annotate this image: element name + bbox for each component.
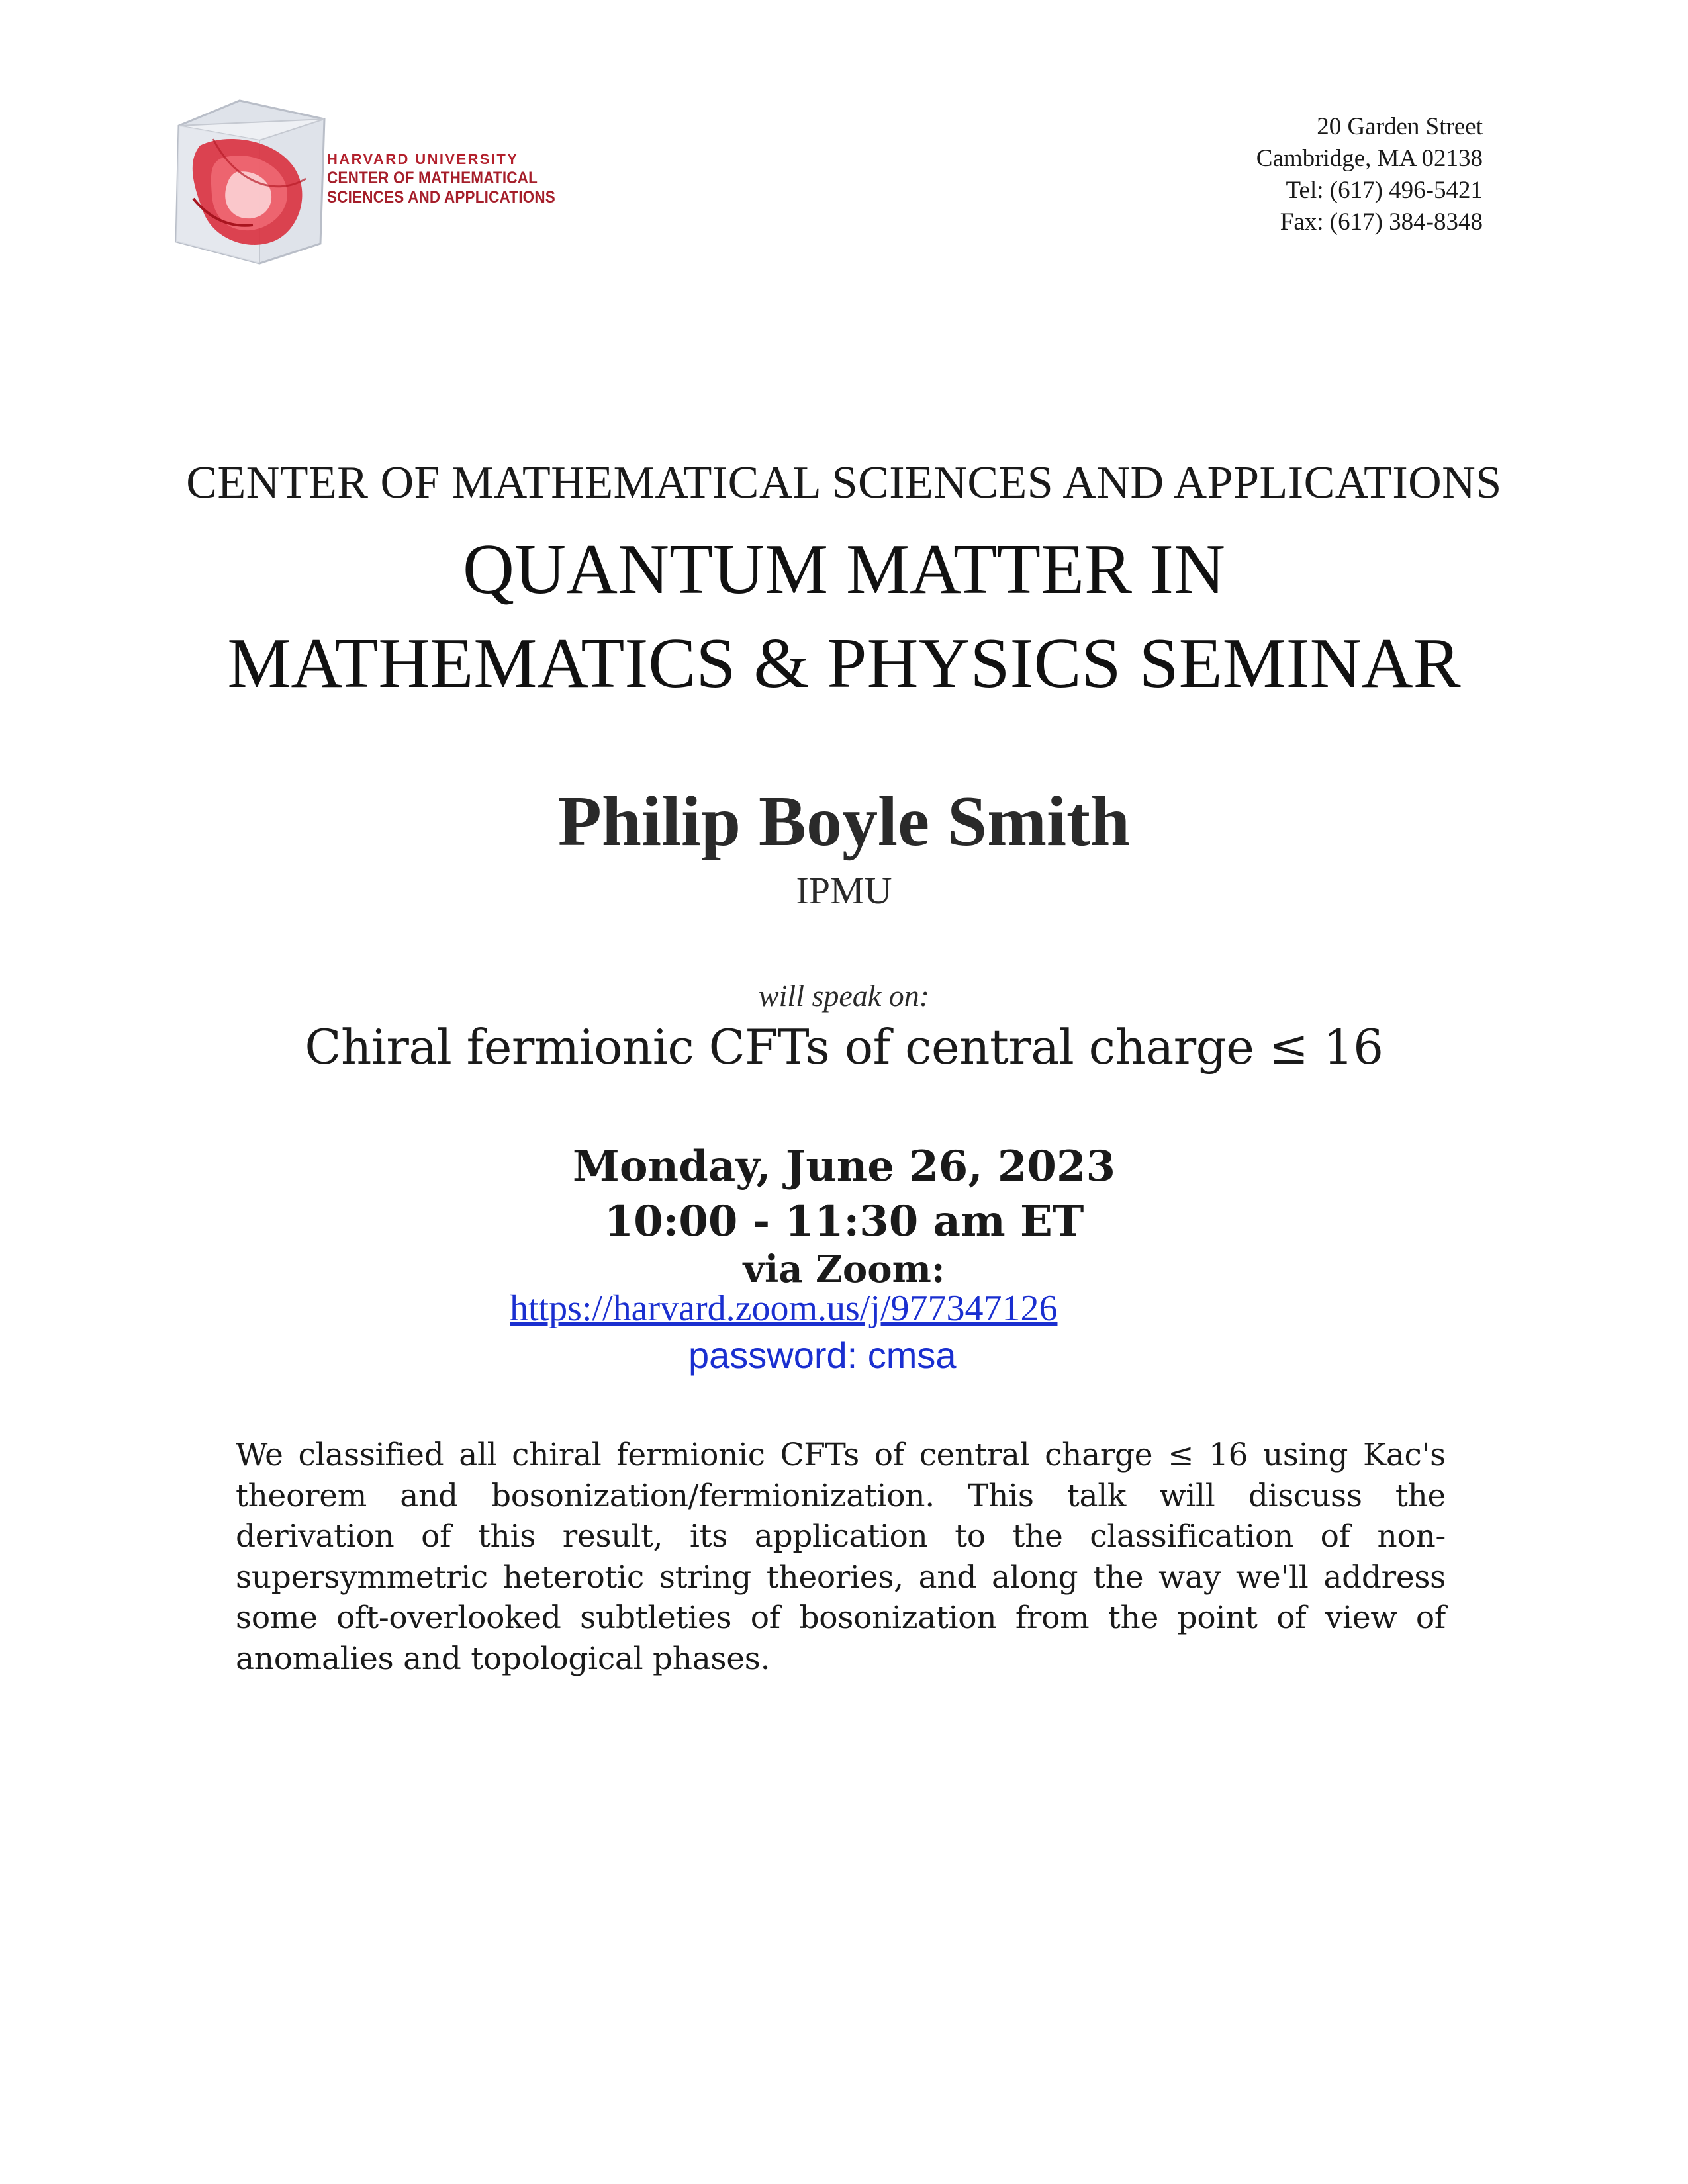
address-fax: Fax: (617) 384-8348 — [1280, 208, 1483, 236]
event-date: Monday, June 26, 2023 — [573, 1142, 1115, 1191]
cube-logo-icon — [173, 99, 327, 265]
event-via: via Zoom: — [743, 1248, 945, 1291]
cmsa-logo — [173, 99, 555, 265]
speaker-affiliation: IPMU — [796, 869, 892, 912]
address-tel: Tel: (617) 496-5421 — [1286, 177, 1483, 204]
zoom-link[interactable]: https://harvard.zoom.us/j/977347126 — [510, 1288, 1058, 1329]
logo-wordmark — [327, 150, 581, 207]
talk-title: Chiral fermionic CFTs of central charge ≤ 16 — [305, 1019, 1383, 1075]
event-time: 10:00 - 11:30 am ET — [604, 1197, 1084, 1246]
address-city: Cambridge, MA 02138 — [1256, 145, 1483, 172]
speaker-name: Philip Boyle Smith — [557, 782, 1131, 861]
abstract-text: We classified all chiral fermionic CFTs of central charge ≤ 16 using Kac's theorem and bosonization/fermionization. This talk will discuss the derivation of this result, its application to the classification of non-supersymmetric heterotic string theories, and along the way we'll address some oft-overlooked subtleties of bosonization from the point of view of anomalies and topological phases. — [236, 1437, 1446, 1677]
seminar-title-line-2: MATHEMATICS & PHYSICS SEMINAR — [227, 624, 1461, 703]
talk-intro: will speak on: — [758, 979, 930, 1013]
logo-line-1: HARVARD UNIVERSITY — [327, 151, 519, 167]
zoom-password: password: cmsa — [688, 1334, 957, 1376]
address-block — [1256, 111, 1483, 238]
seminar-title-line-1: QUANTUM MATTER IN — [463, 530, 1225, 609]
address-street: 20 Garden Street — [1317, 113, 1483, 140]
logo-line-3: SCIENCES AND APPLICATIONS — [327, 188, 555, 206]
org-heading: CENTER OF MATHEMATICAL SCIENCES AND APPLICATIONS — [186, 457, 1502, 508]
logo-line-2: CENTER OF MATHEMATICAL — [327, 169, 538, 187]
seminar-title — [0, 523, 1688, 711]
